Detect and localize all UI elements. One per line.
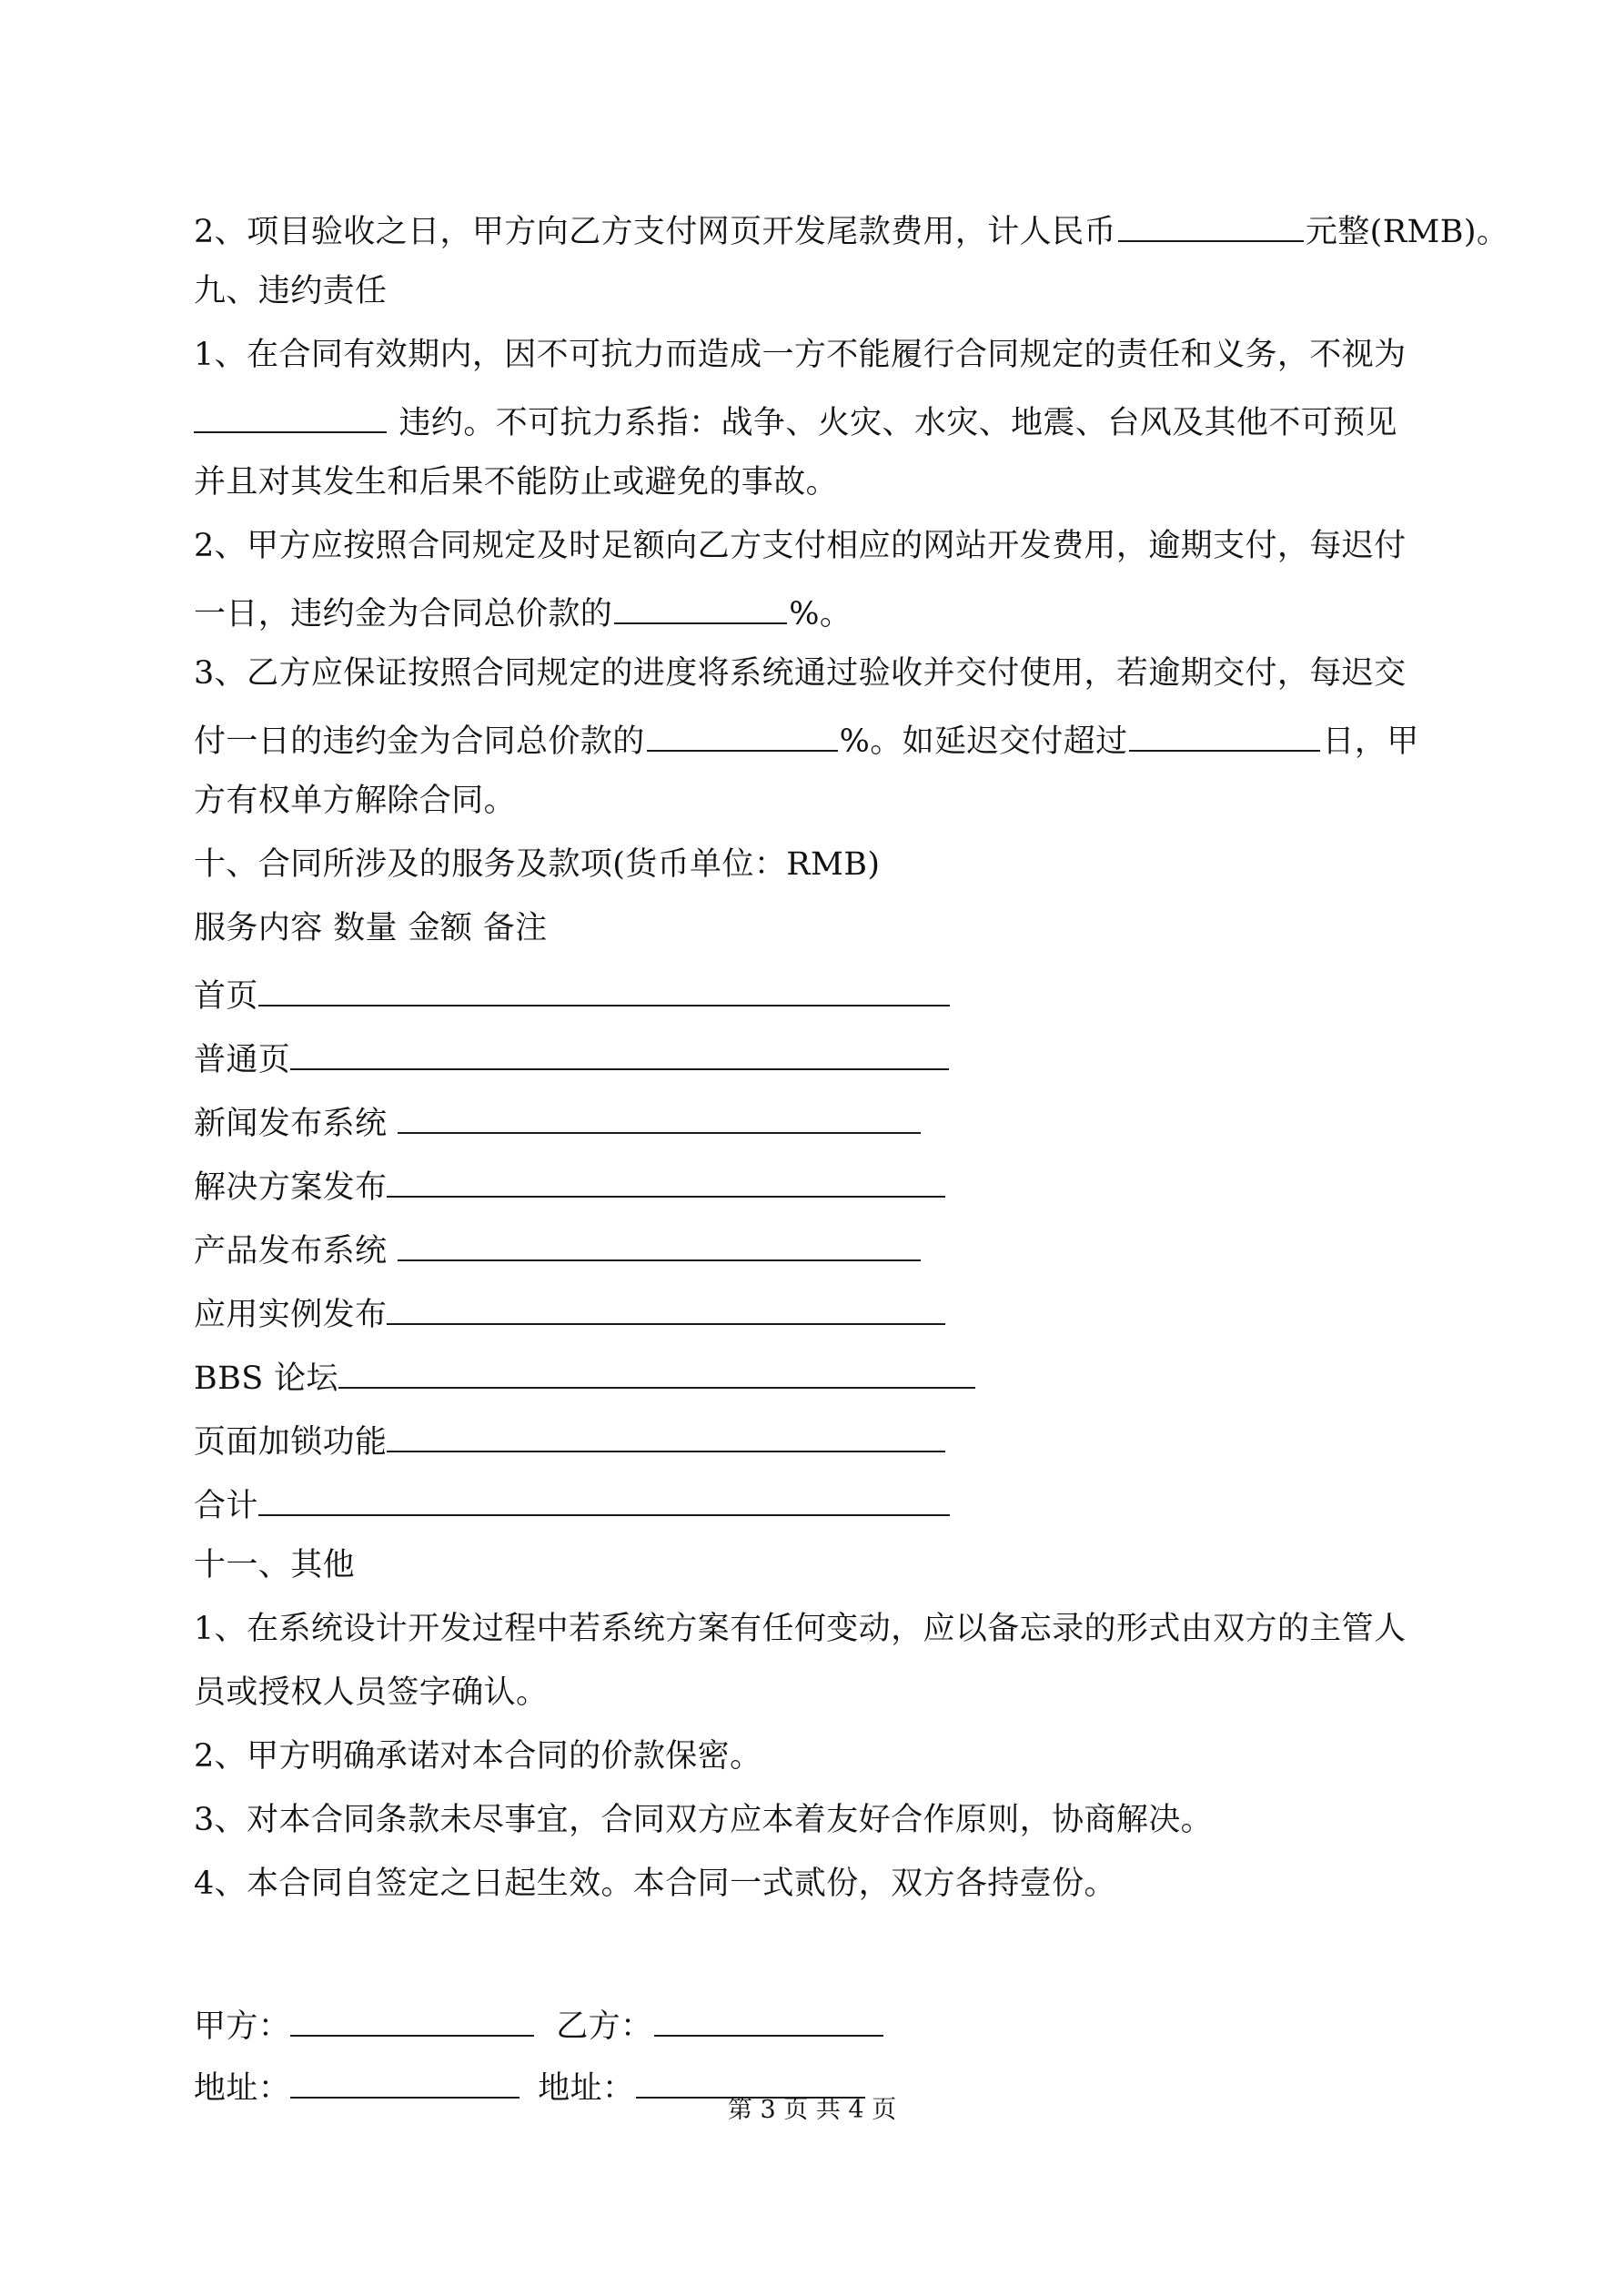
days-blank — [1129, 717, 1320, 752]
fill-blank — [387, 1163, 945, 1198]
clause-9-1-line-1: 1、在合同有效期内，因不可抗力而造成一方不能履行合同规定的责任和义务，不视为 — [194, 337, 1407, 373]
service-table-header: 服务内容 数量 金额 备注 — [194, 910, 548, 946]
clause-text: %。如延迟交付超过 — [839, 723, 1128, 760]
signature-row-party — [194, 2002, 885, 2047]
address-a-label: 地址： — [194, 2070, 291, 2107]
address-b-label: 地址： — [538, 2070, 635, 2107]
party-b-label: 乙方： — [556, 2008, 653, 2045]
service-row — [194, 1163, 947, 1208]
service-row — [194, 1290, 947, 1335]
amount-blank — [1118, 207, 1304, 242]
clause-11-3: 3、对本合同条款未尽事宜，合同双方应本着友好合作原则，协商解决。 — [194, 1802, 1214, 1838]
service-label: 应用实例发布 — [194, 1297, 388, 1333]
clause-9-1-line-3: 并且对其发生和后果不能防止或避免的事故。 — [194, 464, 839, 501]
clause-text: 付一日的违约金为合同总价款的 — [194, 723, 645, 760]
clause-11-1-line-2: 员或授权人员签字确认。 — [194, 1674, 549, 1711]
section-9-heading: 九、违约责任 — [194, 273, 388, 309]
service-label: BBS 论坛 — [194, 1360, 338, 1397]
party-a-blank — [290, 2002, 534, 2037]
section-11-heading: 十一、其他 — [194, 1547, 356, 1583]
clause-9-2-line-1: 2、甲方应按照合同规定及时足额向乙方支付相应的网站开发费用，逾期支付，每迟付 — [194, 528, 1407, 564]
service-label: 普通页 — [194, 1042, 291, 1078]
service-row — [194, 1482, 952, 1526]
fill-blank — [387, 1290, 945, 1325]
service-label: 页面加锁功能 — [194, 1424, 388, 1461]
clause-11-4: 4、本合同自签定之日起生效。本合同一式贰份，双方各持壹份。 — [194, 1866, 1116, 1902]
service-row — [194, 1227, 923, 1271]
clause-text: 2、项目验收之日，甲方向乙方支付网页开发尾款费用，计人民币 — [194, 214, 1116, 250]
percent-blank — [647, 717, 838, 752]
clause-11-1-line-1: 1、在系统设计开发过程中若系统方案有任何变动，应以备忘录的形式由双方的主管人 — [194, 1611, 1407, 1647]
clause-text: 违约。不可抗力系指：战争、火灾、水灾、地震、台风及其他不可预见 — [388, 405, 1397, 441]
fill-blank — [290, 1036, 949, 1070]
party-a-label: 甲方： — [194, 2008, 291, 2045]
clause-9-3-line-2 — [194, 717, 1419, 762]
clause-9-2-line-2 — [194, 590, 852, 634]
service-label: 合计 — [194, 1488, 258, 1524]
fill-blank — [338, 1354, 975, 1389]
service-row — [194, 1099, 923, 1144]
clause-9-3-line-1: 3、乙方应保证按照合同规定的进度将系统通过验收并交付使用，若逾期交付，每迟交 — [194, 655, 1407, 692]
address-b-blank — [636, 2064, 865, 2099]
page-footer: 第 3 页 共 4 页 — [727, 2096, 897, 2124]
service-row — [194, 972, 952, 1017]
fill-blank — [258, 972, 950, 1006]
clause-11-2: 2、甲方明确承诺对本合同的价款保密。 — [194, 1738, 762, 1775]
clause-text: 一日，违约金为合同总价款的 — [194, 596, 613, 632]
fill-blank — [387, 1418, 945, 1452]
service-label: 新闻发布系统 — [194, 1106, 398, 1142]
service-label: 首页 — [194, 978, 258, 1015]
party-b-blank — [654, 2002, 883, 2037]
service-row — [194, 1354, 977, 1399]
section-10-heading: 十、合同所涉及的服务及款项(货币单位：RMB) — [194, 846, 881, 883]
percent-blank — [614, 590, 787, 624]
address-a-blank — [290, 2064, 519, 2099]
party-blank — [194, 399, 387, 433]
fill-blank — [258, 1482, 950, 1516]
fill-blank — [398, 1099, 921, 1134]
clause-text: 元整(RMB)。 — [1305, 214, 1509, 250]
clause-9-3-line-3: 方有权单方解除合同。 — [194, 783, 517, 819]
clause-text: 日，甲 — [1322, 723, 1419, 760]
service-row — [194, 1036, 951, 1080]
fill-blank — [398, 1227, 921, 1261]
clause-9-1-line-2 — [194, 399, 1397, 443]
service-label: 解决方案发布 — [194, 1169, 388, 1206]
clause-8-2 — [194, 207, 1508, 252]
service-row — [194, 1418, 947, 1462]
service-label: 产品发布系统 — [194, 1233, 398, 1269]
clause-text: %。 — [789, 596, 852, 632]
